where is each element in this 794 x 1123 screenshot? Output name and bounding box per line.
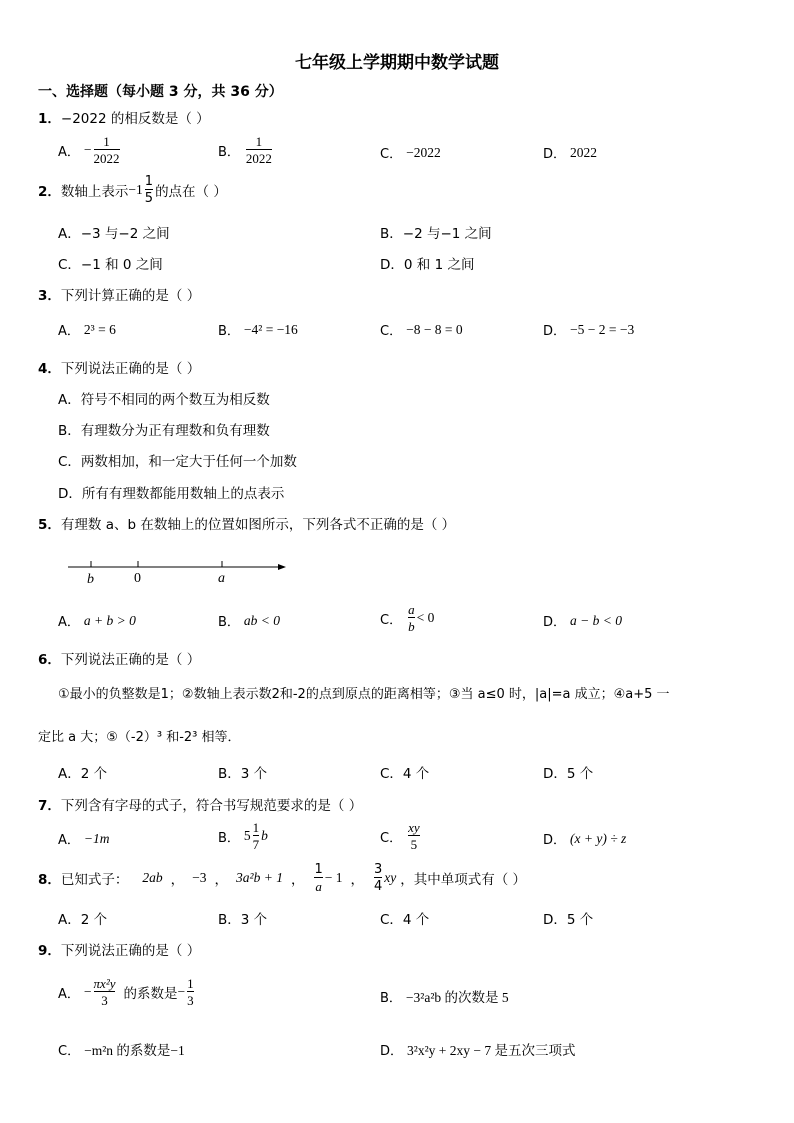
fraction [246, 134, 272, 166]
option-a: A．符号不相同的两个数互为相反数 [58, 392, 270, 408]
question-9 [38, 939, 200, 959]
question-stem-tail: 的点在（ ） [155, 184, 227, 200]
option-text: −2022 [406, 144, 441, 160]
option-text: 2022 [570, 144, 598, 160]
option-text: 3²x²y + 2xy − 7 是五次三项式 [407, 1043, 576, 1058]
statements-line-2: 定比 a 大；⑤（-2）³ 和-2³ 相等． [38, 730, 241, 745]
option-b [380, 986, 509, 1006]
option-d: D．5 个 [543, 766, 594, 782]
fraction [314, 862, 322, 894]
denominator: 5 [144, 191, 154, 206]
question-stem-tail: ，其中单项式有（ ） [400, 872, 527, 888]
label-b: b [87, 572, 94, 587]
option-d: D．所有有理数都能用数轴上的点表示 [58, 486, 285, 502]
option-c [380, 602, 434, 634]
option-text: −8 − 8 = 0 [406, 321, 463, 337]
question-number: 4． [38, 361, 61, 377]
label-0: 0 [134, 571, 141, 586]
question-7 [38, 794, 362, 814]
question-number: 9． [38, 943, 61, 959]
question-number: 7． [38, 798, 61, 814]
option-label: A． [58, 986, 80, 1002]
option-label: C． [380, 147, 403, 162]
option-text: −4² = −16 [243, 321, 298, 337]
option-text: 的系数是 [123, 986, 178, 1002]
fraction [187, 976, 194, 1008]
numerator: πx²y [93, 976, 116, 991]
option-label: A． [58, 833, 80, 848]
option-label: B． [218, 615, 240, 630]
question-stem: 下列说法正确的是（ ） [60, 361, 201, 377]
numerator: xy [408, 820, 420, 835]
option-text: 2³ = 6 [83, 321, 116, 337]
numerator: 1 [252, 820, 260, 835]
expression-1: 2ab [142, 870, 163, 885]
denominator: 7 [252, 837, 260, 852]
option-label: D． [543, 615, 567, 630]
arrow-head-icon [278, 564, 286, 570]
question-number: 1． [38, 111, 61, 127]
expression-3: 3a²b + 1 [236, 870, 283, 885]
question-number: 6． [38, 652, 61, 668]
mixed-number-integer: −1 [128, 182, 143, 197]
option-label: A． [58, 615, 80, 630]
fraction [408, 820, 420, 852]
separator: ， [350, 872, 364, 888]
option-text: (x + y) ÷ z [570, 830, 627, 846]
option-c: C．4 个 [380, 766, 430, 782]
numerator: 3 [373, 862, 383, 877]
page-title: 七年级上学期期中数学试题 [295, 53, 499, 73]
denominator: b [408, 619, 415, 634]
minus-sign: − [83, 142, 92, 157]
question-3 [38, 284, 200, 304]
question-stem: 下列计算正确的是（ ） [60, 288, 201, 304]
option-label: C． [380, 830, 403, 846]
option-a [58, 320, 116, 339]
variable: b [261, 828, 268, 843]
option-text: a − b < 0 [570, 612, 622, 628]
question-5 [38, 513, 455, 533]
numerator: a [408, 602, 415, 617]
numerator: 1 [187, 976, 194, 991]
fraction [94, 976, 116, 1008]
option-d [543, 143, 597, 162]
fraction [374, 862, 382, 894]
option-b [218, 820, 268, 852]
option-label: D． [543, 147, 567, 162]
separator: ， [170, 872, 185, 888]
option-a [58, 611, 136, 630]
denominator: 5 [410, 837, 418, 852]
option-a [58, 829, 110, 848]
question-stem: 已知式子： [60, 872, 129, 888]
option-a: A．2 个 [58, 912, 108, 928]
statements-line-1: ①最小的负整数是1；②数轴上表示数2和-2的点到原点的距离相等；③当 a≤0 时，|a|=a 成立；④a+5 一 [58, 687, 670, 702]
option-text: −1m [83, 830, 110, 846]
denominator: 3 [101, 993, 108, 1008]
question-number: 2． [38, 184, 61, 200]
option-text: ab < 0 [243, 612, 281, 628]
option-text: −5 − 2 = −3 [570, 321, 635, 337]
minus-sign: − [83, 984, 92, 999]
option-b: B．3 个 [218, 766, 268, 782]
numerator: 1 [103, 134, 110, 149]
option-label: B． [380, 990, 402, 1006]
option-c [380, 820, 422, 852]
option-label: C． [380, 612, 403, 628]
option-label: B． [218, 324, 240, 339]
option-label: D． [543, 833, 567, 848]
question-8 [38, 862, 526, 894]
numerator: 1 [314, 862, 323, 877]
expression-4-tail: − 1 [324, 870, 343, 885]
mixed-number-integer: 5 [243, 828, 251, 843]
fraction [253, 820, 260, 852]
option-b [218, 611, 280, 630]
option-b: B．−2 与−1 之间 [380, 226, 492, 242]
number-line-figure [60, 552, 300, 588]
option-a [58, 976, 196, 1008]
question-number: 3． [38, 288, 61, 304]
option-a [58, 134, 122, 166]
denominator: 2022 [245, 151, 272, 166]
option-text: < 0 [416, 610, 435, 625]
option-c [380, 320, 463, 339]
option-label: B． [218, 830, 240, 846]
option-label: D． [543, 324, 567, 339]
denominator: 2022 [93, 151, 120, 166]
option-b [218, 134, 274, 166]
option-label: C． [380, 324, 403, 339]
option-d: D．5 个 [543, 912, 594, 928]
option-text: −3²a²b 的次数是 5 [405, 990, 509, 1005]
option-a: A．−3 与−2 之间 [58, 226, 170, 242]
minus-sign: − [177, 984, 186, 999]
option-d [543, 320, 634, 339]
question-stem: 有理数 a、b 在数轴上的位置如图所示，下列各式不正确的是（ ） [60, 517, 456, 533]
separator: ， [214, 872, 229, 888]
denominator: 4 [373, 879, 383, 894]
numerator: 1 [255, 134, 263, 149]
option-label: B． [218, 144, 240, 160]
separator: ， [290, 872, 305, 888]
question-1 [38, 107, 210, 127]
fraction [145, 174, 153, 206]
option-label: C． [58, 1043, 81, 1059]
option-label: A． [58, 144, 80, 160]
numerator: 1 [144, 174, 154, 189]
option-label: A． [58, 324, 80, 339]
question-stem: 下列含有字母的式子，符合书写规范要求的是（ ） [60, 798, 363, 814]
label-a: a [218, 571, 225, 586]
question-6 [38, 648, 200, 668]
option-c [58, 1039, 185, 1059]
question-number: 5． [38, 517, 61, 533]
question-number: 8． [38, 872, 61, 888]
option-d [380, 1039, 575, 1059]
question-stem: 下列说法正确的是（ ） [60, 943, 201, 959]
option-c: C．−1 和 0 之间 [58, 257, 163, 273]
option-b: B．有理数分为正有理数和负有理数 [58, 423, 270, 439]
option-d: D．0 和 1 之间 [380, 257, 475, 273]
option-c: C．两数相加，和一定大于任何一个加数 [58, 454, 297, 470]
fraction [408, 602, 415, 634]
expression-5-tail: xy [384, 870, 397, 885]
option-c: C．4 个 [380, 912, 430, 928]
question-stem: 下列说法正确的是（ ） [60, 652, 201, 668]
option-text: −m²n 的系数是−1 [84, 1043, 185, 1058]
option-text: a + b > 0 [83, 612, 136, 628]
denominator: 3 [187, 993, 194, 1008]
question-stem: 数轴上表示 [60, 184, 129, 200]
expression-2: −3 [192, 870, 207, 885]
option-d [543, 611, 622, 630]
question-stem: −2022 的相反数是（ ） [60, 111, 210, 127]
section-heading: 一、选择题（每小题 3 分，共 36 分） [38, 84, 283, 100]
option-c [380, 143, 441, 162]
fraction [94, 134, 120, 166]
question-4 [38, 357, 200, 377]
option-a: A．2 个 [58, 766, 108, 782]
option-d [543, 829, 626, 848]
option-b: B．3 个 [218, 912, 268, 928]
option-b [218, 320, 298, 339]
denominator: a [315, 879, 322, 894]
option-label: D． [380, 1043, 404, 1059]
question-2 [38, 174, 227, 206]
